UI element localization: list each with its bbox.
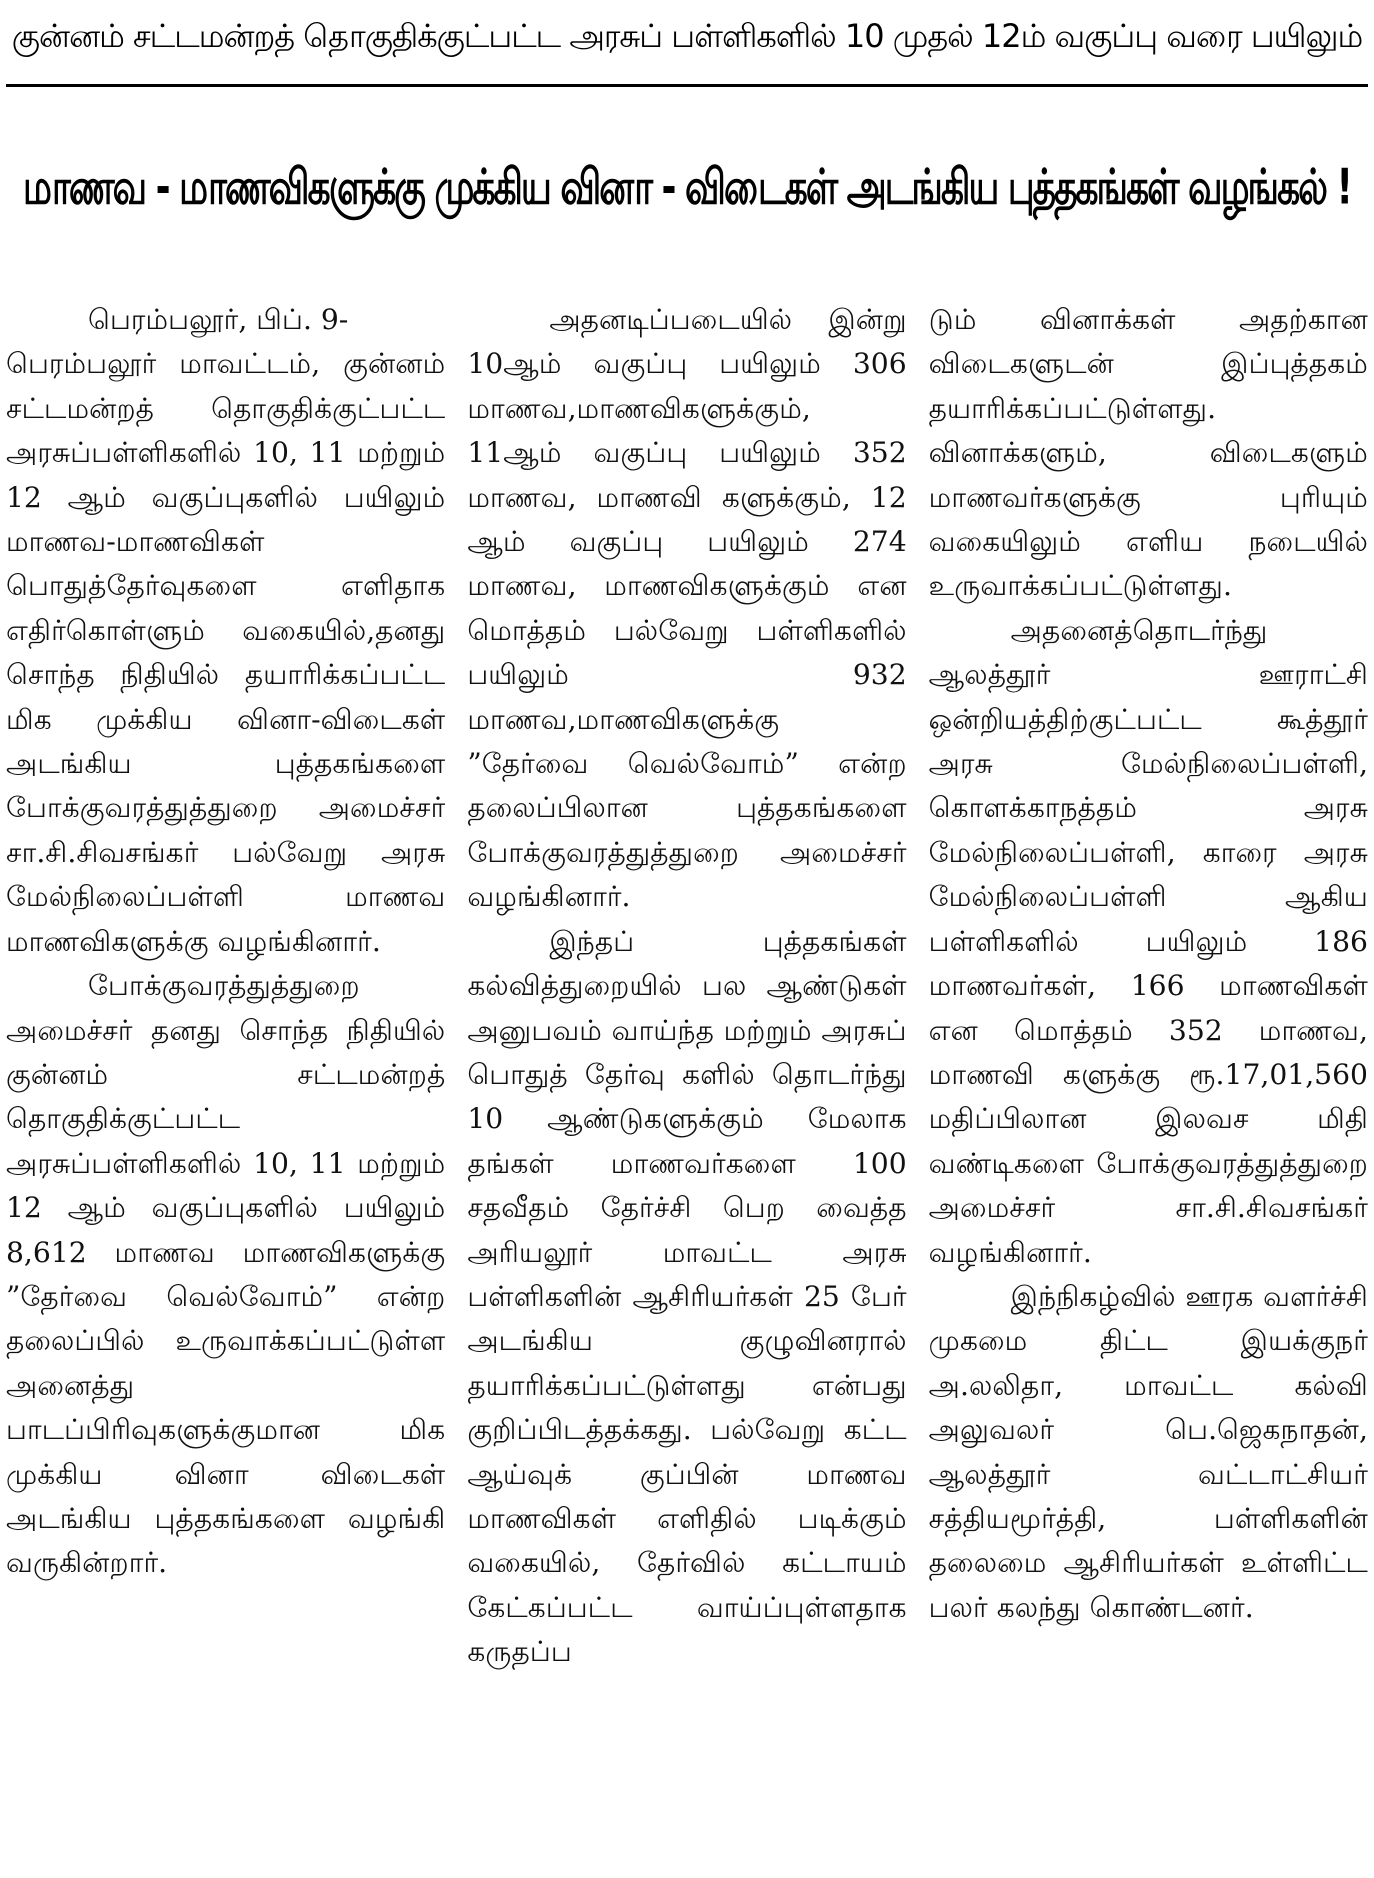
paragraph: அதனடிப்படையில் இன்று 10ஆம் வகுப்பு பயிலும் 306 மாணவ,மாணவிகளுக்கும், 11ஆம் வகுப்பு பயிலும் 352 மாணவ, மாணவி களுக்கும், 12 ஆம் வகுப்பு பயிலும் 274 மாணவ, மாணவிகளுக்கும் என மொத்தம் பல்வேறு பள்ளிகளில் பயிலும் 932 மாணவ,மாணவிகளுக்கு ”தேர்வை வெல்வோம்” என்ற தலைப்பிலான புத்தகங்களை போக்குவரத்துத்துறை அமைச்சர் வழங்கினார். xyxy=(467,303,907,914)
dateline: பெரம்பலூர், பிப். 9- xyxy=(88,303,349,336)
column-2 xyxy=(467,298,906,1870)
headline: மாணவ - மாணவிகளுக்கு முக்கிய வினா - விடைகள் அடங்கிய புத்தகங்கள் வழங்கல் ! xyxy=(23,160,1351,216)
column-1 xyxy=(6,298,445,1870)
paragraph: இந்நிகழ்வில் ஊரக வளர்ச்சி முகமை திட்ட இயக்குநர் அ.லலிதா, மாவட்ட கல்வி அலுவலர் பெ.ஜெகநாதன், ஆலத்தூர் வட்டாட்சியர் சத்தியமூர்த்தி, பள்ளிகளின் தலைமை ஆசிரியர்கள் உள்ளிட்ட பலர் கலந்து கொண்டனர். xyxy=(928,1279,1368,1624)
paragraph: பெரம்பலூர் மாவட்டம், குன்னம் சட்டமன்றத் தொகுதிக்குட்பட்ட அரசுப்பள்ளிகளில் 10, 11 மற்றும் 12 ஆம் வகுப்புகளில் பயிலும் மாணவ-மாணவிகள் பொதுத்தேர்வுகளை எளிதாக எதிர்கொள்ளும் வகையில்,தனது சொந்த நிதியில் தயாரிக்கப்பட்ட மிக முக்கிய வினா-விடைகள் அடங்கிய புத்தகங்களை போக்குவரத்துத்துறை அமைச்சர் சா.சி.சிவசங்கர் பல்வேறு அரசு மேல்நிலைப்பள்ளி மாணவ மாணவிகளுக்கு வழங்கினார். xyxy=(6,347,446,958)
paragraph: டும் வினாக்கள் அதற்கான விடைகளுடன் இப்புத்தகம் தயாரிக்கப்பட்டுள்ளது. வினாக்களும், விடைகளும் மாணவர்களுக்கு புரியும் வகையிலும் எளிய நடையில் உருவாக்கப்பட்டுள்ளது. xyxy=(928,303,1368,603)
top-divider xyxy=(6,84,1368,87)
column-3 xyxy=(929,298,1368,1870)
paragraph: அதனைத்தொடர்ந்து ஆலத்தூர் ஊராட்சி ஒன்றியத்திற்குட்பட்ட கூத்தூர் அரசு மேல்நிலைப்பள்ளி, கொளக்காநத்தம் அரசு மேல்நிலைப்பள்ளி, காரை அரசு மேல்நிலைப்பள்ளி ஆகிய பள்ளிகளில் பயிலும் 186 மாணவர்கள், 166 மாணவிகள் என மொத்தம் 352 மாணவ, மாணவி களுக்கு ரூ.17,01,560 மதிப்பிலான இலவச மிதி வண்டிகளை போக்குவரத்துத்துறை அமைச்சர் சா.சி.சிவசங்கர் வழங்கினார். xyxy=(928,613,1368,1269)
subheadline: குன்னம் சட்டமன்றத் தொகுதிக்குட்பட்ட அரசுப் பள்ளிகளில் 10 முதல் 12ம் வகுப்பு வரை பயிலும் xyxy=(11,17,1363,55)
paragraph: போக்குவரத்துத்துறை அமைச்சர் தனது சொந்த நிதியில் குன்னம் சட்டமன்றத் தொகுதிக்குட்பட்ட அரசுப்பள்ளிகளில் 10, 11 மற்றும் 12 ஆம் வகுப்புகளில் பயிலும் 8,612 மாணவ மாணவிகளுக்கு ”தேர்வை வெல்வோம்” என்ற தலைப்பில் உருவாக்கப்பட்டுள்ள அனைத்து பாடப்பிரிவுகளுக்குமான மிக முக்கிய வினா விடைகள் அடங்கிய புத்தகங்களை வழங்கி வருகின்றார். xyxy=(6,969,446,1580)
paragraph: இந்தப் புத்தகங்கள் கல்வித்துறையில் பல ஆண்டுகள் அனுபவம் வாய்ந்த மற்றும் அரசுப் பொதுத் தேர்வு களில் தொடர்ந்து 10 ஆண்டுகளுக்கும் மேலாக தங்கள் மாணவர்களை 100 சதவீதம் தேர்ச்சி பெற வைத்த அரியலூர் மாவட்ட அரசு பள்ளிகளின் ஆசிரியர்கள் 25 பேர் அடங்கிய குழுவினரால் தயாரிக்கப்பட்டுள்ளது என்பது குறிப்பிடத்தக்கது. பல்வேறு கட்ட ஆய்வுக் குப்பின் மாணவ மாணவிகள் எளிதில் படிக்கும் வகையில், தேர்வில் கட்டாயம் கேட்கப்பட்ட வாய்ப்புள்ளதாக கருதப்ப xyxy=(467,924,907,1669)
article-columns xyxy=(6,298,1368,1870)
